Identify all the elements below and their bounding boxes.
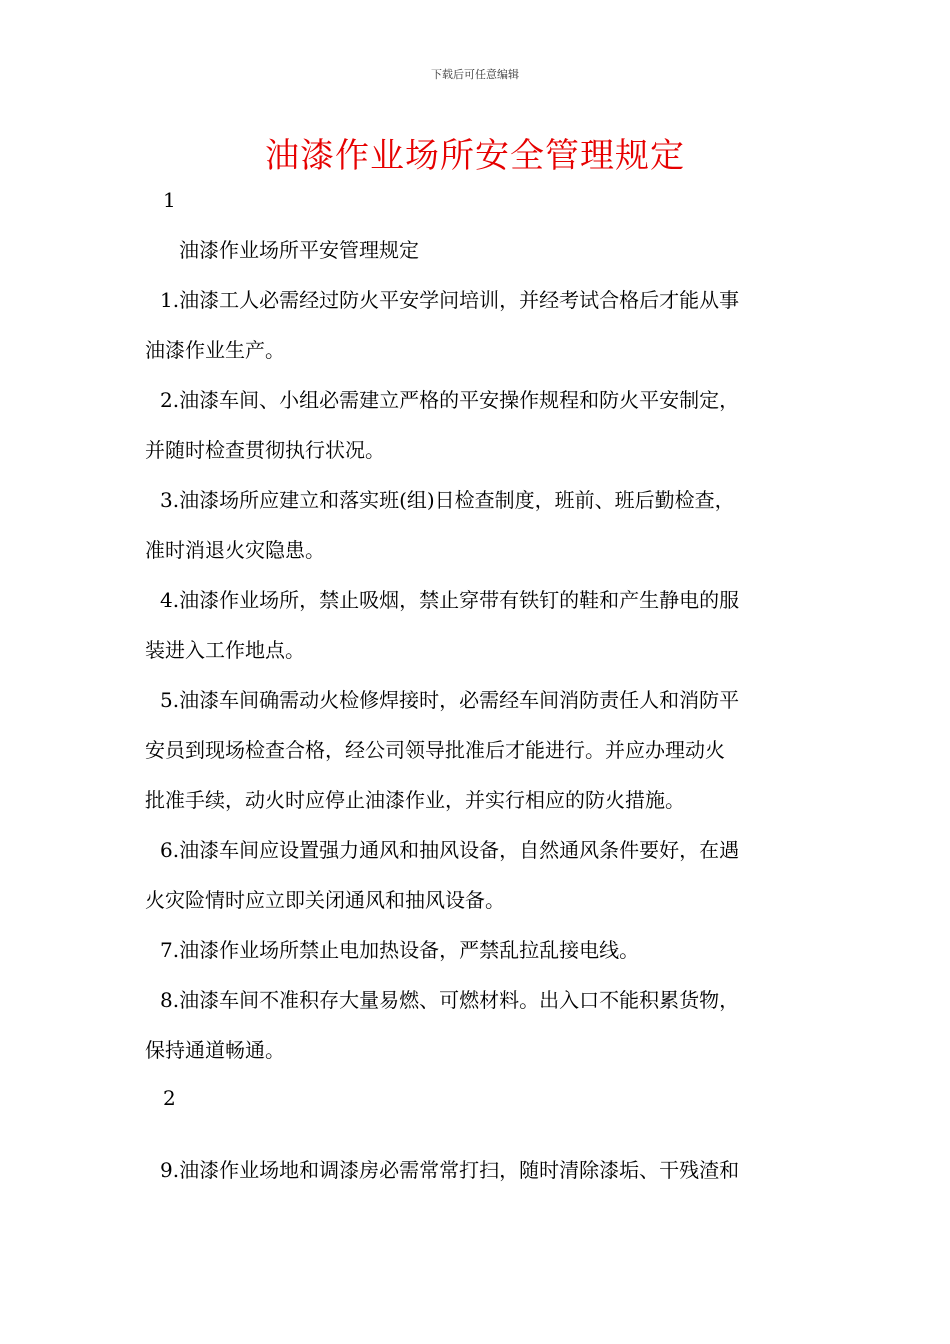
paragraph-line: 9.油漆作业场地和调漆房必需常常打扫，随时清除漆垢、干残渣和 (160, 1158, 740, 1182)
paragraph-line: 并随时检查贯彻执行状况。 (145, 438, 385, 462)
paragraph-line: 油漆作业生产。 (145, 338, 285, 362)
paragraph-line: 保持通道畅通。 (145, 1038, 285, 1062)
paragraph-line: 批准手续，动火时应停止油漆作业，并实行相应的防火措施。 (145, 788, 685, 812)
document-title: 油漆作业场所安全管理规定 (265, 136, 685, 176)
paragraph-line: 8.油漆车间不准积存大量易燃、可燃材料。出入口不能积累货物， (160, 988, 740, 1012)
paragraph-line: 火灾险情时应立即关闭通风和抽风设备。 (145, 888, 505, 912)
paragraph-line: 7.油漆作业场所禁止电加热设备，严禁乱拉乱接电线。 (160, 938, 640, 962)
paragraph-line: 1.油漆工人必需经过防火平安学问培训，并经考试合格后才能从事 (160, 288, 740, 312)
paragraph-line: 装进入工作地点。 (145, 638, 305, 662)
paragraph-line: 6.油漆车间应设置强力通风和抽风设备，自然通风条件要好，在遇 (160, 838, 740, 862)
paragraph-line: 4.油漆作业场所，禁止吸烟，禁止穿带有铁钉的鞋和产生静电的服 (160, 588, 740, 612)
page-marker: 1 (163, 188, 176, 212)
header-note: 下载后可任意编辑 (431, 68, 519, 81)
paragraph-line: 5.油漆车间确需动火检修焊接时，必需经车间消防责任人和消防平 (160, 688, 740, 712)
page-marker: 2 (163, 1086, 176, 1110)
document-subtitle: 油漆作业场所平安管理规定 (179, 238, 419, 262)
paragraph-line: 3.油漆场所应建立和落实班(组)日检查制度，班前、班后勤检查， (160, 488, 735, 512)
paragraph-line: 安员到现场检查合格，经公司领导批准后才能进行。并应办理动火 (145, 738, 725, 762)
paragraph-line: 2.油漆车间、小组必需建立严格的平安操作规程和防火平安制定， (160, 388, 740, 412)
paragraph-line: 准时消退火灾隐患。 (145, 538, 325, 562)
